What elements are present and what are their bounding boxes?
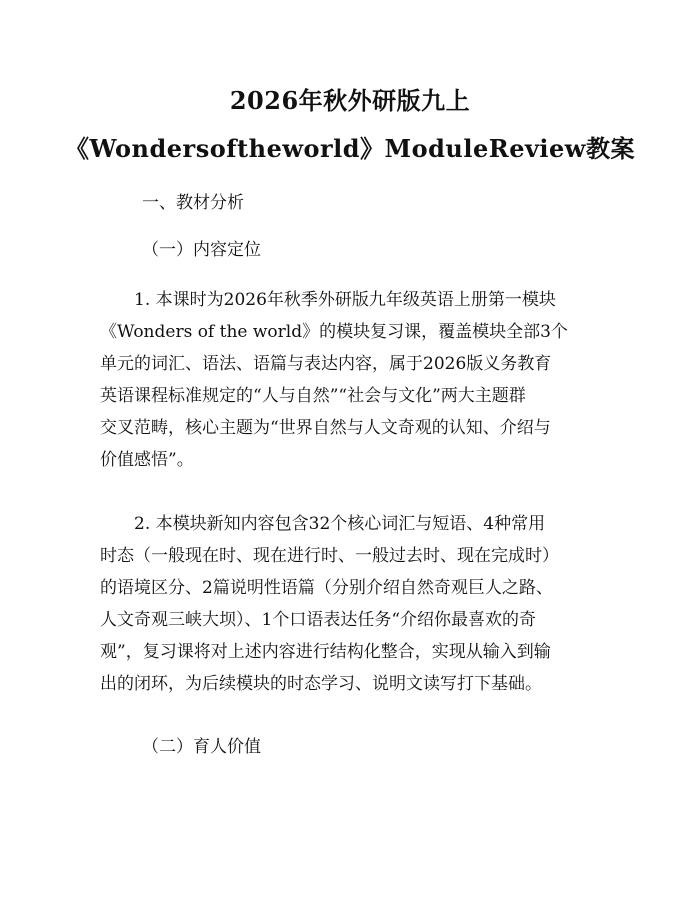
paragraph-1-line: 单元的词汇、语法、语篇与表达内容，属于2026版义务教育 [100,354,552,374]
paragraph-2 [100,508,610,700]
paragraph-2-line: 观”，复习课将对上述内容进行结构化整合，实现从输入到输 [100,642,551,662]
subsection-heading-educational-value: （二）育人价值 [142,737,261,757]
paragraph-1 [100,284,610,476]
paragraph-1-line: 英语课程标准规定的“人与自然”“社会与文化”两大主题群 [100,386,526,406]
paragraph-2-line: 时态（一般现在时、现在进行时、一般过去时、现在完成时） [100,546,559,566]
section-heading-textbook-analysis: 一、教材分析 [142,193,244,213]
paragraph-1-line: 《Wonders of the world》的模块复习课，覆盖模块全部3个 [100,322,568,342]
paragraph-2-line: 2. 本模块新知内容包含32个核心词汇与短语、4种常用 [134,514,546,534]
paragraph-1-line: 1. 本课时为2026年秋季外研版九年级英语上册第一模块 [134,290,556,310]
paragraph-2-line: 的语境区分、2篇说明性语篇（分别介绍自然奇观巨人之路、 [100,578,553,598]
document-title-line-1: 2026年秋外研版九上 [229,86,471,115]
document-title-line-2: 《Wondersoftheworld》ModuleReview教案 [65,134,635,163]
paragraph-1-line: 交叉范畴，核心主题为“世界自然与人文奇观的认知、介绍与 [100,418,551,438]
paragraph-1-line: 价值感悟”。 [100,450,194,470]
subsection-heading-content-positioning: （一）内容定位 [142,240,261,260]
paragraph-2-line: 出的闭环，为后续模块的时态学习、说明文读写打下基础。 [100,674,542,694]
paragraph-2-line: 人文奇观三峡大坝）、1个口语表达任务“介绍你最喜欢的奇 [100,610,537,630]
